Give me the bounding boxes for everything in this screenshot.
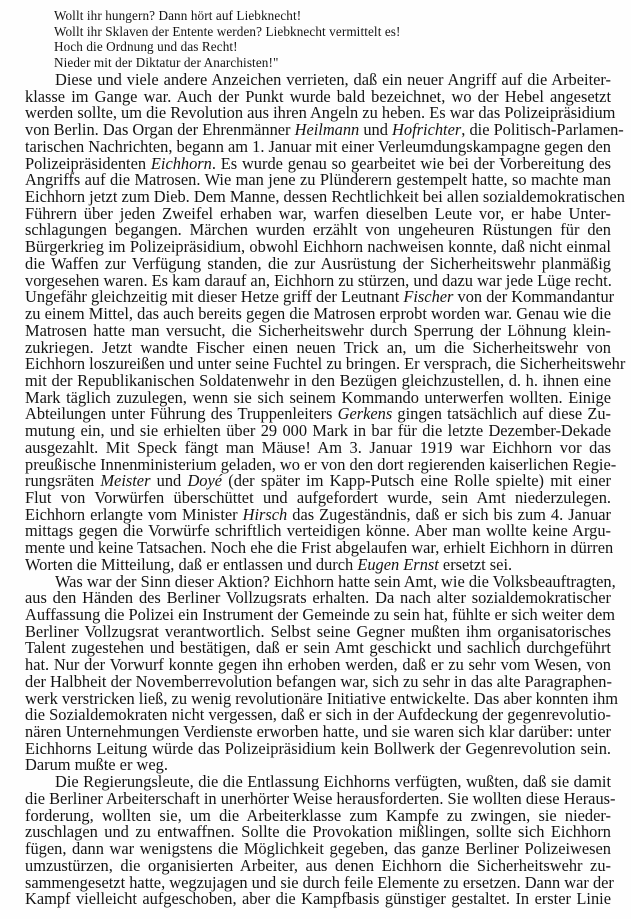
text-segment: werk verstricken ließ, zu wenig revolutionäre Initiative entwickelte. Das aber konnten ihm (25, 688, 619, 708)
text-segment: Eichhorn jetzt zum Dieb. Dem Manne, dessen Rechtlichkeit bei allen sozialdemokratischen (25, 187, 625, 207)
text-segment: ersetzt sei. (438, 554, 513, 574)
text-segment: Abteilungen unter Führung des Truppenleiters (25, 404, 338, 424)
text-segment: der Halbheit der Novemberrevolution befangen war, sich zu sehr in das alte Paragraphen- (25, 671, 612, 691)
text-segment: , die Politisch-Parlamen- (461, 120, 624, 140)
text-segment: Darum mußte er weg. (25, 755, 168, 775)
text-segment: die Berliner Arbeiterschaft in unerhörter Weise herausforderten. Sie wollten diese Heraus- (25, 788, 616, 808)
text-segment: mit der Republikanischen Soldatenwehr in den Bezügen gleichzustellen, d. h. ihnen eine (25, 370, 611, 390)
quoted-slogans (54, 8, 574, 70)
italic-name: Eugen Ernst (357, 554, 439, 574)
text-segment: . Es wurde genau so gearbeitet wie bei der Vorbereitung des (211, 153, 611, 173)
quote-line: Hoch die Ordnung und das Recht! (54, 39, 238, 55)
text-segment: Eichhorn erlangte vom Minister (25, 504, 243, 524)
text-segment: Kampf vielleicht aufgeschoben, aber die Kampfbasis günstiger gestaltet. In erster Linie (25, 889, 611, 909)
text-segment: ausgezahlt. Mit Speck fängt man Mäuse! Am 3. Januar 1919 war Eichhorn vor das (25, 437, 611, 457)
quote-line: Wollt ihr Sklaven der Entente werden? Liebknecht vermittelt es! (54, 23, 401, 39)
text-segment: Ungefähr gleichzeitig mit dieser Hetze griff der Leutnant (25, 287, 404, 307)
text-segment: die Sozialdemokraten nicht vergessen, daß er sich in der Aufdeckung der gegenrevolutio- (25, 705, 611, 725)
italic-name: Hirsch (242, 504, 288, 524)
text-segment: werden sollte, um die Revolution aus ihren Angeln zu heben. Es war das Polizeipräsidium (25, 103, 616, 123)
text-segment: nären Unternehmungen Verdienste erworben hatte, und sie waren sich klar darüber: unter (25, 722, 611, 742)
text-segment: mutung ein, und sie erhielten über 29 000 Mark in bar für die letzte Dezember-Dekade (25, 421, 611, 441)
text-segment: von der Kommandantur (453, 287, 615, 307)
text-segment: Polizeipräsidenten (25, 153, 151, 173)
italic-name: Doyé (187, 471, 223, 491)
text-segment: schlagungen begangen. Märchen wurden erzählt von ungeheuren Rüstungen für den (25, 220, 611, 240)
text-segment: zukriegen. Jetzt wandte Fischer einen neuen Trick an, um die Sicherheitswehr von (25, 337, 611, 357)
text-segment: und (359, 120, 393, 140)
text-segment: Mark täglich zuzulegen, wenn sie sich seinem Kommando unterwerfen wollten. Einige (25, 387, 611, 407)
text-segment: Flut von Vorwürfen überschüttet und aufgefordert wurde, sein Amt niederzulegen. (25, 487, 611, 507)
text-segment: Worten die Mitteilung, daß er entlassen und durch (25, 554, 358, 574)
text-segment: gingen tatsächlich auf diese Zu- (392, 404, 611, 424)
quote-line: Wollt ihr hungern? Dann hört auf Liebknecht! (54, 8, 302, 23)
text-segment: von Berlin. Das Organ der Ehrenmänner (25, 120, 295, 140)
text-segment: die Waffen zur Verfügung standen, die zur Ausrüstung der Sicherheitswehr planmäßig (25, 253, 611, 273)
text-segment: Berliner Vollzugsrat verantwortlich. Selbst seine Gegner mußten ihm organisatorisches (25, 621, 611, 641)
text-segment: Angriffs auf die Matrosen. Wie man jene zu Plünderern gestempelt hatte, so machte man (25, 170, 611, 190)
text-segment: Auffassung die Polizei ein Instrument der Gemeinde zu sein hat, fühlte er sich weiter dem (25, 605, 616, 624)
text-segment: vorgesehen waren. Es kam darauf an, Eichhorn zu stürzen, und dazu war jede Lüge recht. (25, 270, 612, 290)
text-segment: Talent zugestehen und bestätigen, daß er sein Amt geschickt und sachlich durchgeführt (25, 638, 611, 658)
text-segment: klasse im Gange war. Auch der Punkt wurde bald bezeichnet, wo der Hebel angesetzt (25, 86, 611, 106)
text-segment: Was war der Sinn dieser Aktion? Eichhorn hatte sein Amt, wie die Volksbeauftragten, (55, 571, 616, 591)
text-segment: fügen, dann war wenigstens die Möglichkeit gegeben, das ganze Berliner Polizeiwesen (25, 839, 611, 859)
italic-name: Gerkens (337, 404, 393, 424)
text-segment: Die Regierungsleute, die die Entlassung Eichhorns verfügten, wußten, daß sie damit (55, 772, 611, 792)
italic-name: Fischer (403, 287, 454, 307)
italic-name: Meister (100, 471, 151, 491)
text-segment: und (150, 471, 188, 491)
text-segment: Führern über jeden Zweifel erhaben war, warfen dieselben Leute vor, er habe Unter- (25, 203, 611, 223)
text-segment: forderung, wollten sie, um die Arbeiterklasse zum Kampfe zu zwingen, sie nieder- (25, 805, 611, 825)
text-segment: hat. Nur der Vorwurf konnte gegen ihn erhoben werden, daß er zu sehr vom Wesen, von (25, 655, 611, 675)
text-segment: Eichhorn loszureißen und unter seine Fuchtel zu bringen. Er versprach, die Sicherheitswehr (25, 354, 626, 374)
text-segment: zu einem Mittel, das auch bereits gegen die Matrosen erprobt worden war. Genau wie die (25, 304, 611, 324)
italic-name: Heilmann (294, 120, 360, 140)
text-segment: mente und keine Tatsachen. Noch ehe die Frist abgelaufen war, erhielt Eichhorn in dürren (25, 538, 614, 558)
text-segment: Matrosen hatte man versucht, die Sicherheitswehr durch Sperrung der Löhnung klein- (25, 320, 611, 340)
text-line (25, 891, 611, 908)
body-text (25, 70, 626, 909)
text-segment: mittags gegen die Vorwürfe schriftlich verteidigen könne. Aber man wollte keine Argu- (25, 521, 611, 541)
text-segment: das Zugeständnis, daß er sich bis zum 4. Januar (287, 504, 611, 524)
text-segment: Bürgerkrieg im Polizeipräsidium, obwohl Eichhorn nachweisen konnte, daß nicht einmal (25, 237, 611, 257)
text-segment: Diese und viele andere Anzeichen verrieten, daß ein neuer Angriff auf die Arbeiter- (55, 70, 611, 89)
text-segment: rungsräten (25, 471, 101, 491)
italic-name: Hofrichter (392, 120, 462, 140)
text-segment: preußische Innenministerium geladen, wo er von den dort regierenden kaiserlichen Regie- (25, 454, 617, 474)
text-segment: umzustürzen, die organisierten Arbeiter, aus denen Eichhorn die Sicherheitswehr zu- (25, 855, 611, 875)
text-segment: Eichhorns Leitung würde das Polizeipräsidium kein Bollwerk der Gegenrevolution sein. (25, 738, 611, 758)
italic-name: Eichhorn (150, 153, 212, 173)
text-segment: sammengesetzt hatte, wegzujagen und sie durch feile Elemente zu ersetzen. Dann war der (25, 872, 614, 892)
text-segment: zuschlagen und zu entwaffnen. Sollte die Provokation mißlingen, sollte sich Eichhorn (25, 822, 611, 842)
text-segment: tarischen Nachrichten, begann am 1. Januar mit einer Verleumdungskampagne gegen den (25, 136, 611, 156)
text-segment: aus den Händen des Berliner Vollzugsrats erhalten. Da nach alter sozialdemokratischer (25, 588, 611, 608)
text-segment: (der später im Kapp-Putsch eine Rolle spielte) mit einer (222, 471, 612, 491)
quote-line: Nieder mit der Diktatur der Anarchisten!" (54, 54, 279, 70)
